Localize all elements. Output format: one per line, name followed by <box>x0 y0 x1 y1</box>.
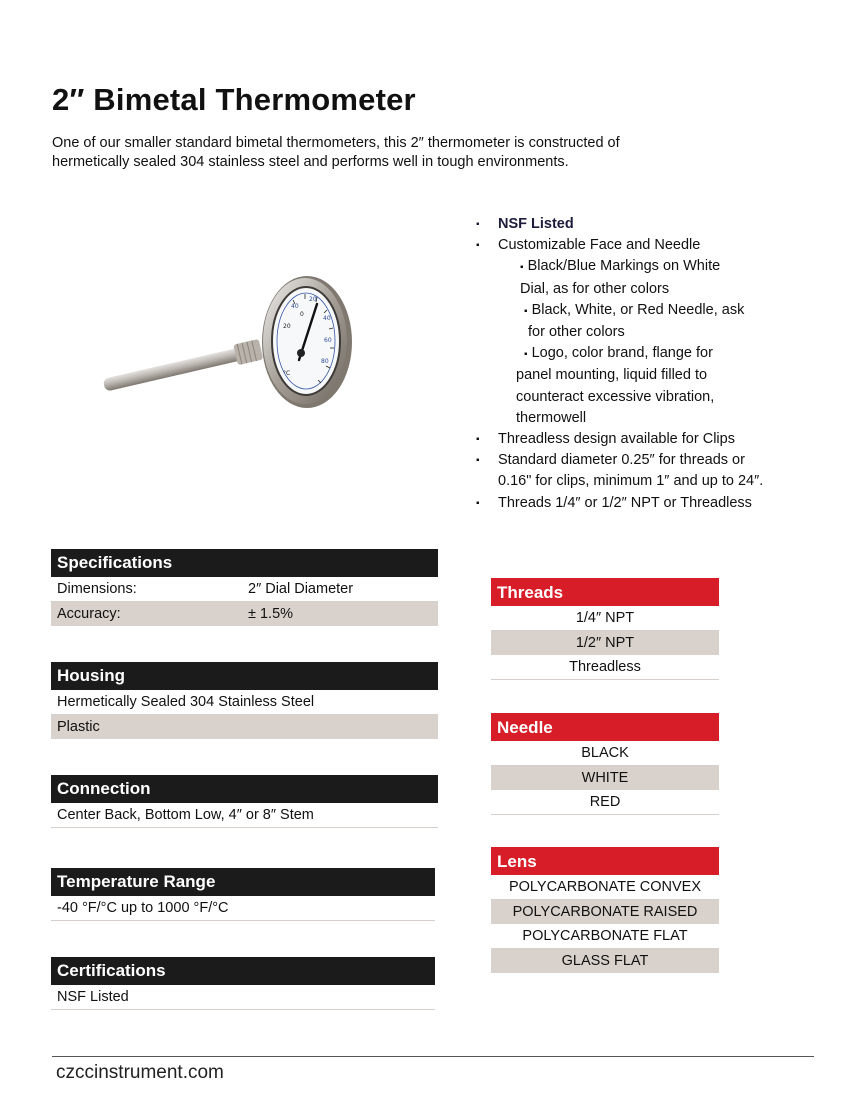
specifications-header: Specifications <box>51 549 438 577</box>
footer-url[interactable]: czccinstrument.com <box>56 1062 224 1083</box>
threads-table <box>491 578 719 680</box>
footer-divider <box>52 1056 814 1057</box>
feature-item: ▪ Customizable Face and Needle <box>476 235 806 256</box>
svg-text:20: 20 <box>283 323 291 330</box>
feature-subitem: ▪ Logo, color brand, flange for panel mounting, liquid filled to counteract excessive vibration, thermowell <box>516 345 715 426</box>
specifications-table <box>51 549 438 626</box>
certifications-table <box>51 957 435 1010</box>
feature-list <box>476 214 806 514</box>
table-row: -40 °F/°C up to 1000 °F/°C <box>51 896 435 921</box>
table-row: Threadless <box>491 655 719 680</box>
table-row: Hermetically Sealed 304 Stainless Steel <box>51 690 438 715</box>
table-row: BLACK <box>491 741 719 766</box>
bullet-icon: ▪ <box>524 305 528 317</box>
intro-line: One of our smaller standard bimetal thermometers, this 2″ thermometer is constructed of <box>52 135 620 151</box>
feature-item: ▪ Threadless design available for Clips <box>476 429 806 450</box>
svg-text:°C: °C <box>283 370 291 377</box>
table-row: Accuracy: ± 1.5% <box>51 602 438 626</box>
table-row: 1/4″ NPT <box>491 606 719 631</box>
svg-text:80: 80 <box>321 358 329 365</box>
intro-line: hermetically sealed 304 stainless steel and performs well in tough environments. <box>52 154 569 170</box>
table-row: RED <box>491 790 719 815</box>
bullet-icon: ▪ <box>476 219 480 230</box>
table-row: Plastic <box>51 715 438 739</box>
bullet-icon: ▪ <box>476 434 480 446</box>
svg-text:40: 40 <box>323 315 331 322</box>
table-row: WHITE <box>491 766 719 790</box>
svg-text:40: 40 <box>291 303 299 310</box>
intro-paragraph <box>52 134 692 172</box>
bullet-icon: ▪ <box>476 455 480 467</box>
needle-table <box>491 713 719 815</box>
feature-item: ▪ Threads 1/4″ or 1/2″ NPT or Threadless <box>476 493 806 514</box>
feature-subitem: ▪ Black/Blue Markings on White Dial, as for other colors <box>520 258 721 297</box>
housing-table <box>51 662 438 739</box>
bullet-icon: ▪ <box>524 349 528 361</box>
svg-text:0: 0 <box>300 311 304 318</box>
feature-subitem: ▪ Black, White, or Red Needle, ask for other colors <box>524 301 745 341</box>
lens-table <box>491 847 719 973</box>
housing-header: Housing <box>51 662 438 690</box>
svg-text:20: 20 <box>309 296 317 303</box>
bullet-icon: ▪ <box>476 497 480 509</box>
table-row: GLASS FLAT <box>491 949 719 973</box>
certifications-header: Certifications <box>51 957 435 985</box>
feature-item: ▪ Standard diameter 0.25″ for threads or 0.16" for clips, minimum 1″ and up to 24″. <box>476 452 764 490</box>
table-row: POLYCARBONATE CONVEX <box>491 875 719 900</box>
bullet-icon: ▪ <box>520 262 524 274</box>
needle-header: Needle <box>491 713 719 741</box>
table-row: Center Back, Bottom Low, 4″ or 8″ Stem <box>51 803 438 828</box>
temperature-table <box>51 868 435 921</box>
thermometer-photo <box>95 270 385 420</box>
table-row: 1/2″ NPT <box>491 631 719 655</box>
temperature-header: Temperature Range <box>51 868 435 896</box>
threads-header: Threads <box>491 578 719 606</box>
table-row: POLYCARBONATE FLAT <box>491 924 719 949</box>
table-row: POLYCARBONATE RAISED <box>491 900 719 924</box>
feature-item: ▪ NSF Listed <box>476 214 806 235</box>
svg-text:60: 60 <box>324 337 332 344</box>
connection-table <box>51 775 438 828</box>
table-row: NSF Listed <box>51 985 435 1010</box>
connection-header: Connection <box>51 775 438 803</box>
page-title: 2″ Bimetal Thermometer <box>52 82 416 117</box>
table-row: Dimensions: 2″ Dial Diameter <box>51 577 438 602</box>
lens-header: Lens <box>491 847 719 875</box>
bullet-icon: ▪ <box>476 240 480 252</box>
